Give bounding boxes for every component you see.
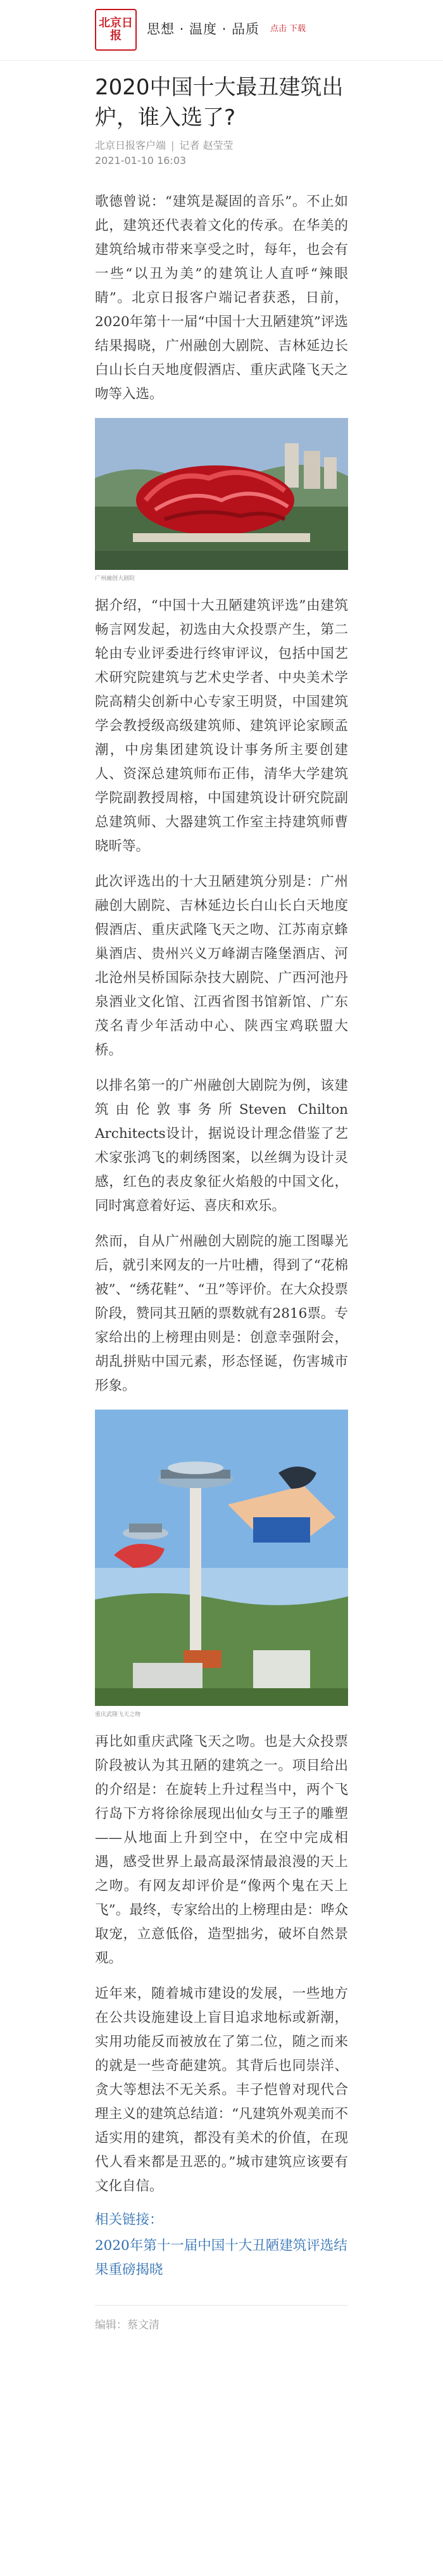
article-paragraph: 再比如重庆武隆飞天之吻。也是大众投票阶段被认为其丑陋的建筑之一。项目给出的介绍是：在旋转上升过程当中，两个飞行岛下方将徐徐展现出仙女与王子的雕塑——从地面上升到空中，在空中完成相遇，感受世界上最高最深情最浪漫的天上之吻。有网友却评价是“像两个鬼在天上飞”。最终，专家给出的上榜理由是：哗众取宠，立意低俗，造型拙劣，破坏自然景观。 bbox=[95, 1734, 348, 1966]
related-article-link[interactable]: 2020年第十一届中国十大丑陋建筑评选结果重磅揭晓 bbox=[95, 2238, 347, 2278]
guangzhou-theatre-illustration bbox=[95, 418, 348, 570]
article-paragraph: 近年来，随着城市建设的发展，一些地方在公共设施建设上盲目追求地标或新潮，实用功能反而被放在了第二位，随之而来的就是一些奇葩建筑。其背后也同崇洋、贪大等想法不无关系。丰子恺曾对现代合理主义的建筑总结道：“凡建筑外观美而不适实用的建筑，都没有美术的价值，在现代人看来都是丑恶的。”城市建筑应该要有文化自信。 bbox=[95, 1986, 348, 2194]
image-caption: 重庆武隆飞天之吻 bbox=[95, 1712, 141, 1718]
wulong-kiss-illustration bbox=[95, 1410, 348, 1706]
guangzhou-theatre-image[interactable] bbox=[95, 418, 348, 570]
article-reporter: 记者 赵莹莹 bbox=[179, 139, 234, 151]
article-title: 2020中国十大最丑建筑出炉，谁入选了? bbox=[95, 75, 344, 130]
article-paragraph: 以排名第一的广州融创大剧院为例，该建筑由伦敦事务所Steven Chilton Architects设计，据说设计理念借鉴了艺术家张鸿飞的刺绣图案，以丝绸为设计灵感，红色的表皮象征火焰般的中国文化，同时寓意着好运、喜庆和欢乐。 bbox=[95, 1078, 348, 1214]
wulong-kiss-image[interactable] bbox=[95, 1410, 348, 1706]
article-paragraph: 据介绍，“中国十大丑陋建筑评选”由建筑畅言网发起，初选由大众投票产生，第二轮由专业评委进行终审评议，包括中国艺术研究院建筑与艺术史学者、中央美术学院高精尖创新中心专家王明贤，中国建筑学会教授级高级建筑师、建筑评论家顾孟潮，中房集团建筑设计事务所主要创建人、资深总建筑师布正伟，清华大学建筑学院副教授周榕，中国建筑设计研究院副总建筑师、大器建筑工作室主持建筑师曹晓昕等。 bbox=[95, 598, 348, 854]
related-links-label: 相关链接： bbox=[95, 2212, 163, 2228]
article-paragraph: 然而，自从广州融创大剧院的施工图曝光后，就引来网友的一片吐槽，得到了“花棉被”、“绣花鞋”、“丑”等评价。在大众投票阶段，赞同其丑陋的票数就有2816票。专家给出的上榜理由则是：创意幸强附会，胡乱拼贴中国元素，形态怪诞，伤害城市形象。 bbox=[95, 1234, 348, 1394]
app-header bbox=[0, 0, 443, 61]
brand-logo[interactable] bbox=[95, 9, 137, 51]
article-figure bbox=[95, 418, 348, 583]
article-source: 北京日报客户端 bbox=[95, 139, 166, 151]
footer-divider bbox=[95, 2305, 348, 2306]
article-meta bbox=[95, 138, 348, 153]
header-slogan: 思想 · 温度 · 品质 bbox=[147, 22, 260, 37]
article-paragraph: 此次评选出的十大丑陋建筑分别是：广州融创大剧院、吉林延边长白山长白天地度假酒店、重庆武隆飞天之吻、江苏南京蜂巢酒店、贵州兴义万峰湖吉隆堡酒店、河北沧州吴桥国际杂技大剧院、广西河池丹泉酒业文化馆、江西省图书馆新馆、广东茂名青少年活动中心、陕西宝鸡联盟大桥。 bbox=[95, 874, 348, 1058]
article-paragraph: 歌德曾说：“建筑是凝固的音乐”。不止如此，建筑还代表着文化的传承。在华美的建筑给城市带来享受之时，每年，也会有一些“以丑为美”的建筑让人直呼“辣眼睛”。北京日报客户端记者获悉，日前，2020年第十一届“中国十大丑陋建筑”评选结果揭晓，广州融创大剧院、吉林延边长白山长白天地度假酒店、重庆武隆飞天之吻等入选。 bbox=[95, 194, 348, 402]
image-caption: 广州融创大剧院 bbox=[95, 576, 135, 582]
brand-logo-text: 北京日报 bbox=[99, 16, 133, 42]
meta-separator: | bbox=[171, 139, 175, 151]
download-button[interactable]: 点击 下载 bbox=[270, 24, 306, 34]
article-editor: 编辑：蔡文清 bbox=[95, 2319, 159, 2332]
article-figure bbox=[95, 1410, 348, 1719]
article bbox=[0, 72, 443, 2332]
article-date: 2021-01-10 16:03 bbox=[95, 155, 187, 167]
